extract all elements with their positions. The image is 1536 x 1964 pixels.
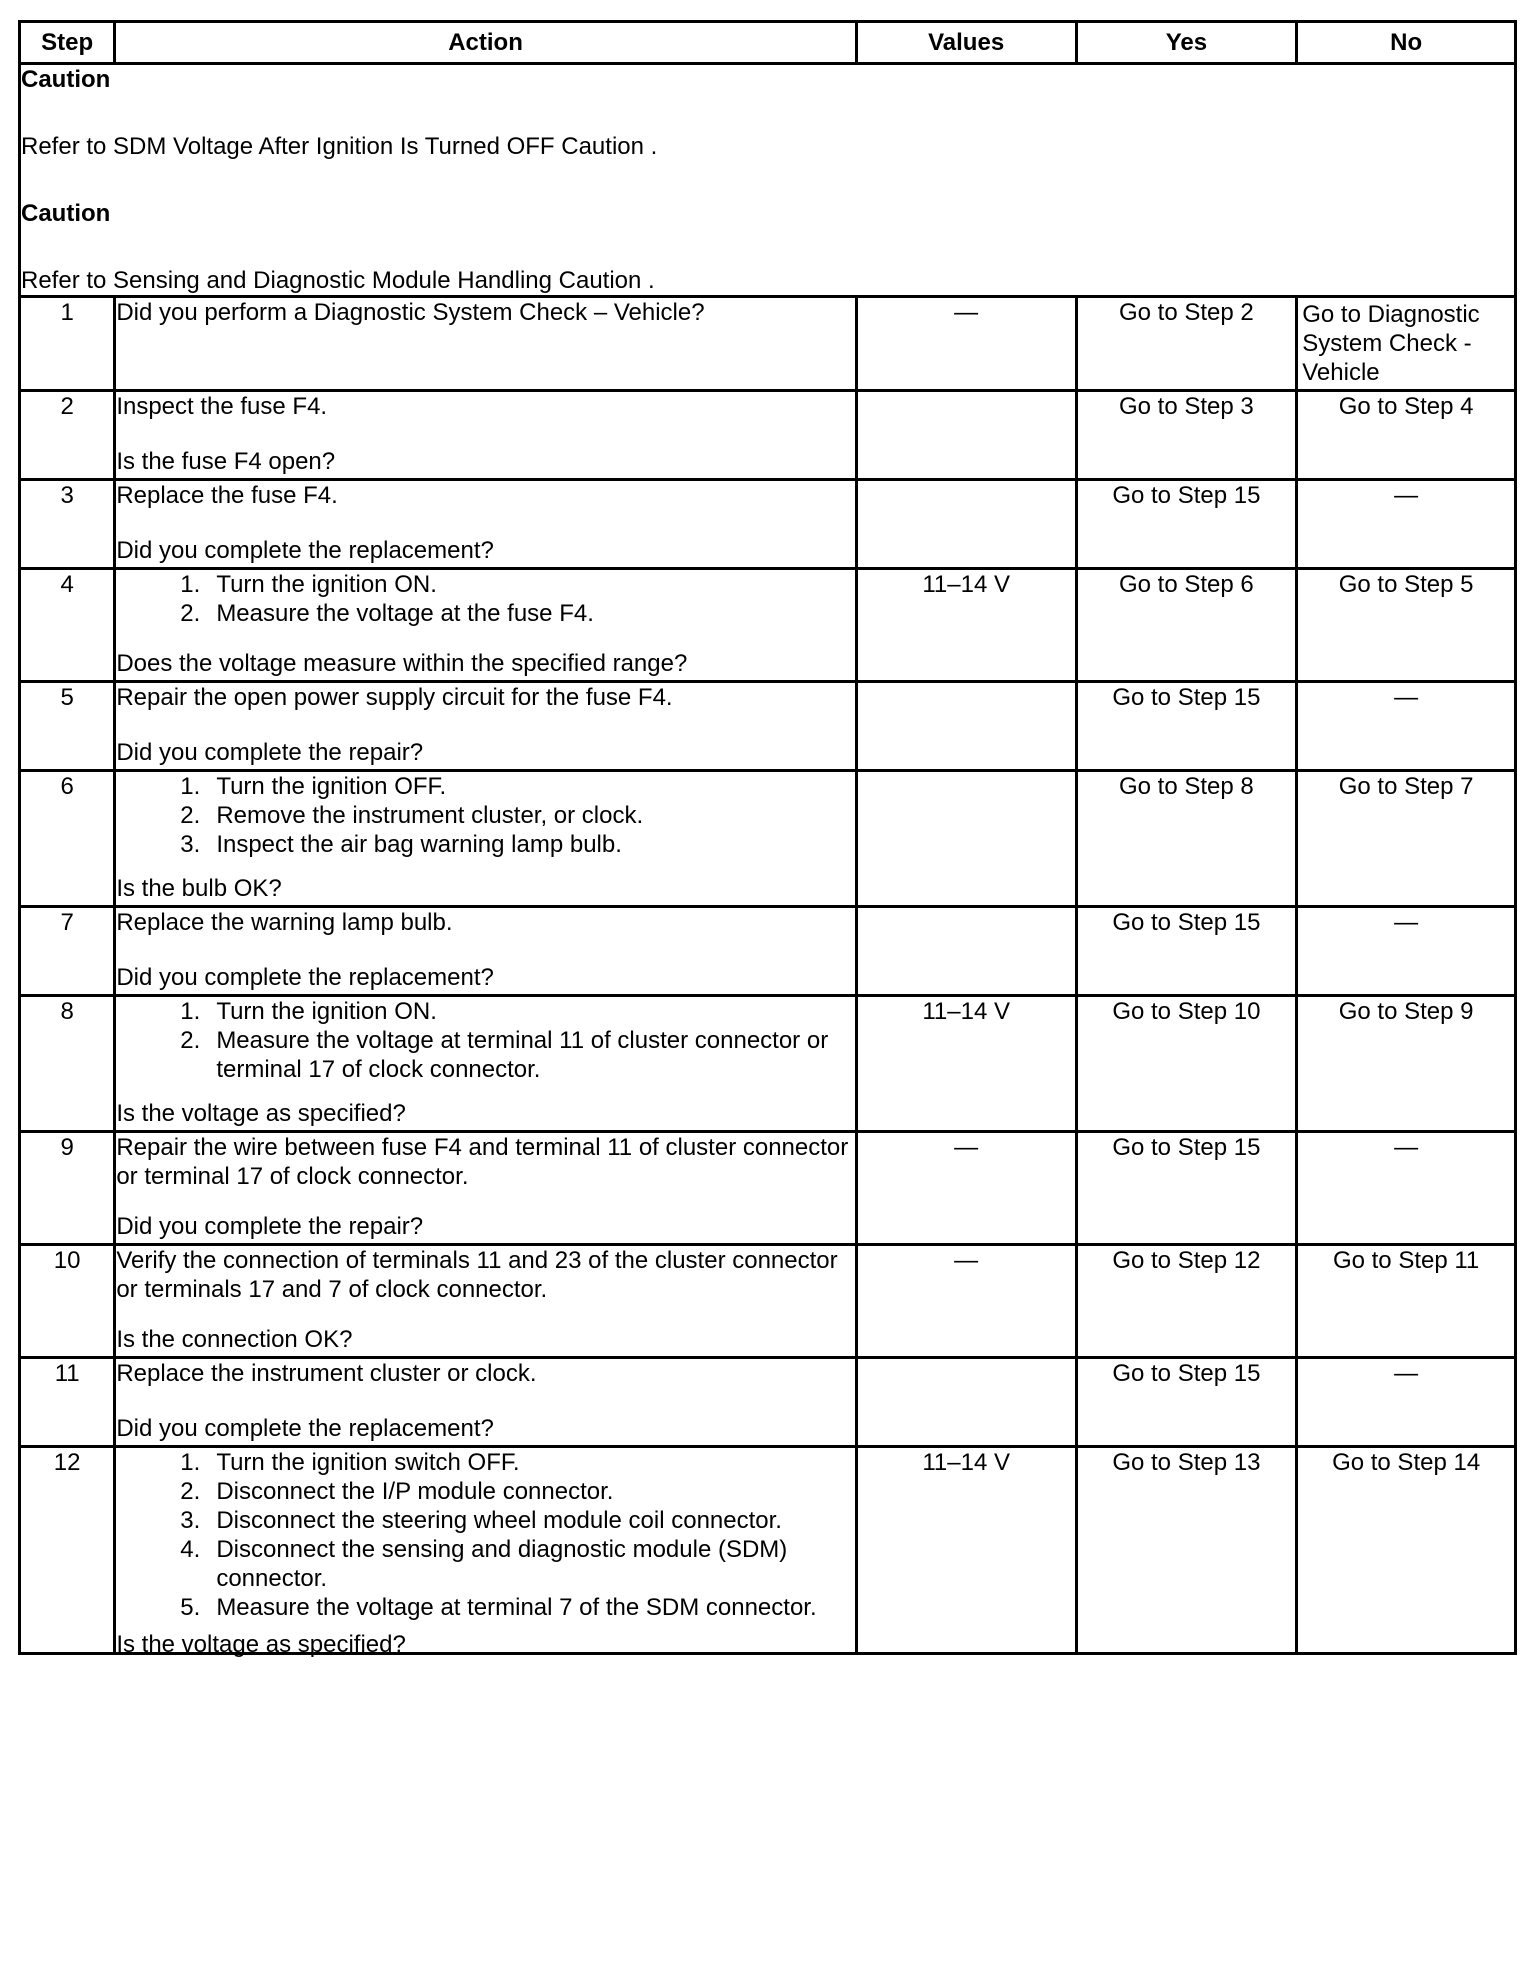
step-number: 1 [20,297,115,391]
substep-text: Measure the voltage at terminal 7 of the SDM connector. [216,1594,817,1621]
table-row [20,907,1516,996]
substep-text: Remove the instrument cluster, or clock. [216,802,644,829]
no-cell: Go to Step 4 [1297,391,1516,480]
step-number: 7 [20,907,115,996]
substep-number: 2. [180,1478,201,1505]
table-row [20,480,1516,569]
substep-item [116,1593,854,1622]
substep-number: 2. [180,600,201,627]
diagnostic-table-page [18,20,1517,1658]
values-cell: — [856,297,1076,391]
substep-number: 4. [180,1536,201,1563]
action-cell [115,1132,856,1245]
yes-cell: Go to Step 15 [1076,480,1297,569]
action-question: Is the voltage as specified? [116,1631,406,1658]
step-number: 6 [20,771,115,907]
yes-cell: Go to Step 2 [1076,297,1297,391]
substep-number: 1. [180,773,201,800]
action-cell [115,1245,856,1358]
header-yes: Yes [1076,22,1297,64]
yes-cell: Go to Step 12 [1076,1245,1297,1358]
caution-text: Refer to Sensing and Diagnostic Module Handling Caution . [21,267,655,294]
yes-cell: Go to Step 15 [1076,1358,1297,1447]
values-cell [856,391,1076,480]
substep-text: Turn the ignition OFF. [216,773,447,800]
substep-list [116,772,854,859]
values-cell [856,907,1076,996]
action-question: Did you complete the repair? [116,1213,424,1240]
substep-item [116,801,854,830]
no-cell: Go to Step 5 [1297,569,1516,682]
substep-item [116,772,854,801]
substep-text: Turn the ignition ON. [216,571,437,598]
substep-number: 5. [180,1594,201,1621]
action-question: Is the connection OK? [116,1326,353,1353]
step-number: 8 [20,996,115,1132]
no-cell: — [1297,1358,1516,1447]
table-header-row [20,22,1516,64]
substep-item [116,1026,854,1084]
yes-cell: Go to Step 13 [1076,1447,1297,1654]
diagnostic-table [18,20,1517,1658]
action-text: Did you perform a Diagnostic System Check – Vehicle? [116,299,705,326]
substep-text: Inspect the air bag warning lamp bulb. [216,831,622,858]
action-text: Inspect the fuse F4. [116,393,328,420]
step-number: 12 [20,1447,115,1654]
action-cell [115,480,856,569]
step-number: 5 [20,682,115,771]
no-cell: — [1297,682,1516,771]
header-action: Action [115,22,856,64]
no-cell: Go to Step 14 [1297,1447,1516,1654]
no-cell: — [1297,1132,1516,1245]
yes-cell: Go to Step 6 [1076,569,1297,682]
values-cell: — [856,1132,1076,1245]
substep-item [116,599,854,628]
substep-number: 2. [180,1027,201,1054]
substep-item [116,1448,854,1477]
action-cell [115,391,856,480]
yes-cell: Go to Step 10 [1076,996,1297,1132]
substep-text: Turn the ignition switch OFF. [216,1449,520,1476]
table-row [20,391,1516,480]
substep-number: 2. [180,802,201,829]
yes-cell: Go to Step 15 [1076,1132,1297,1245]
action-question: Did you complete the replacement? [116,1415,494,1442]
table-row [20,297,1516,391]
action-question: Is the voltage as specified? [116,1100,406,1127]
substep-item [116,1477,854,1506]
substep-text: Disconnect the steering wheel module coil connector. [216,1507,782,1534]
caution-text: Refer to SDM Voltage After Ignition Is Turned OFF Caution . [21,133,658,160]
substep-number: 3. [180,831,201,858]
action-text: Repair the wire between fuse F4 and terminal 11 of cluster connector or terminal 17 of clock connector. [116,1134,849,1190]
values-cell: 11–14 V [856,1447,1076,1654]
table-row [20,1245,1516,1358]
action-question: Did you complete the replacement? [116,537,494,564]
values-cell [856,480,1076,569]
action-cell [115,771,856,907]
no-cell: — [1297,480,1516,569]
action-question: Did you complete the replacement? [116,964,494,991]
step-number: 4 [20,569,115,682]
values-cell: — [856,1245,1076,1358]
action-cell [115,682,856,771]
step-number: 9 [20,1132,115,1245]
yes-cell: Go to Step 8 [1076,771,1297,907]
action-cell [115,569,856,682]
step-number: 10 [20,1245,115,1358]
action-text: Verify the connection of terminals 11 and 23 of the cluster connector or terminals 17 and 7 of clock connector. [116,1247,838,1303]
substep-text: Measure the voltage at terminal 11 of cluster connector or terminal 17 of clock connector. [216,1027,829,1083]
substep-text: Measure the voltage at the fuse F4. [216,600,594,627]
action-question: Did you complete the repair? [116,739,424,766]
values-cell [856,1358,1076,1447]
values-cell: 11–14 V [856,569,1076,682]
action-text: Replace the instrument cluster or clock. [116,1360,537,1387]
substep-item [116,830,854,859]
substep-list [116,570,854,628]
substep-text: Disconnect the I/P module connector. [216,1478,614,1505]
substep-item [116,1506,854,1535]
header-values: Values [856,22,1076,64]
yes-cell: Go to Step 3 [1076,391,1297,480]
no-cell: Go to Diagnostic System Check - Vehicle [1297,297,1516,391]
table-row [20,1447,1516,1654]
substep-number: 3. [180,1507,201,1534]
table-row [20,996,1516,1132]
values-cell [856,771,1076,907]
no-cell: Go to Step 11 [1297,1245,1516,1358]
action-cell [115,1447,856,1658]
table-row [20,569,1516,682]
substep-text: Disconnect the sensing and diagnostic module (SDM) connector. [216,1536,788,1592]
action-cell [115,297,856,391]
substep-number: 1. [180,1449,201,1476]
substep-number: 1. [180,571,201,598]
substep-item [116,570,854,599]
caution-title: Caution [21,66,111,93]
action-text: Replace the warning lamp bulb. [116,909,453,936]
substep-number: 1. [180,998,201,1025]
action-cell [115,996,856,1132]
no-cell: Go to Step 7 [1297,771,1516,907]
step-number: 2 [20,391,115,480]
substep-text: Turn the ignition ON. [216,998,437,1025]
caution-row [20,64,1516,297]
yes-cell: Go to Step 15 [1076,682,1297,771]
table-row [20,771,1516,907]
table-row [20,1132,1516,1245]
action-question: Does the voltage measure within the specified range? [116,650,688,677]
no-cell: Go to Step 9 [1297,996,1516,1132]
substep-list [116,997,854,1084]
header-step: Step [20,22,115,64]
values-cell [856,682,1076,771]
action-question: Is the fuse F4 open? [116,448,336,475]
table-row [20,682,1516,771]
step-number: 3 [20,480,115,569]
step-number: 11 [20,1358,115,1447]
substep-item [116,997,854,1026]
substep-item [116,1535,854,1593]
substep-list [116,1448,854,1622]
caution-cell [20,64,1516,297]
action-cell [115,1358,856,1447]
no-cell: — [1297,907,1516,996]
table-row [20,1358,1516,1447]
action-text: Repair the open power supply circuit for the fuse F4. [116,684,673,711]
action-cell [115,907,856,996]
caution-title: Caution [21,200,111,227]
action-text: Replace the fuse F4. [116,482,338,509]
action-question: Is the bulb OK? [116,875,282,902]
yes-cell: Go to Step 15 [1076,907,1297,996]
values-cell: 11–14 V [856,996,1076,1132]
header-no: No [1297,22,1516,64]
